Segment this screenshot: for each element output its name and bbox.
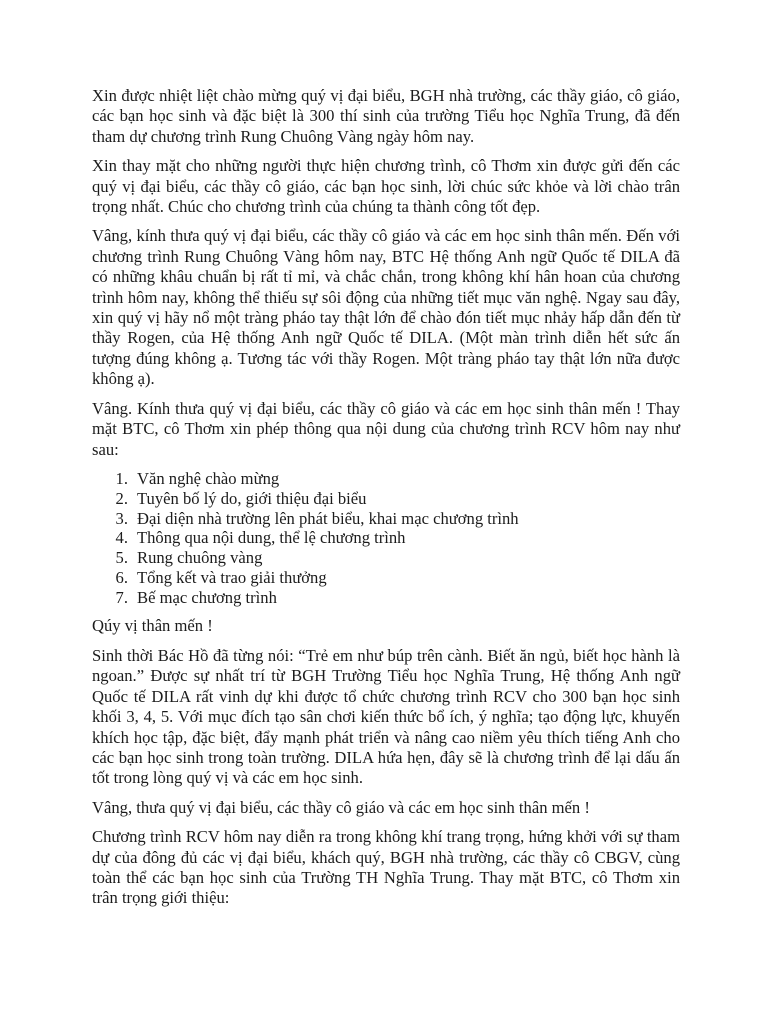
agenda-item bbox=[92, 489, 680, 509]
agenda-item-text: Đại diện nhà trường lên phát biểu, khai mạc chương trình bbox=[137, 508, 519, 528]
agenda-item bbox=[92, 469, 680, 489]
agenda-item bbox=[92, 528, 680, 548]
agenda-item-number: 1. bbox=[115, 468, 128, 488]
agenda-item-number: 6. bbox=[115, 567, 128, 587]
paragraph-greeting: Xin thay mặt cho những người thực hiện chương trình, cô Thơm xin được gửi đến các quý vị đại biểu, các thầy cô giáo, các bạn học sinh, lời chúc sức khỏe và lời chào trân trọng nhất. Chúc cho chương trình của chúng ta thành công tốt đẹp. bbox=[92, 156, 680, 217]
paragraph-introduction: Chương trình RCV hôm nay diễn ra trong không khí trang trọng, hứng khởi với sự tham dự của đông đủ các vị đại biểu, khách quý, BGH nhà trường, các thầy cô CBGV, cùng toàn thể các bạn học sinh của Trường TH Nghĩa Trung. Thay mặt BTC, cô Thơm xin trân trọng giới thiệu: bbox=[92, 827, 680, 908]
agenda-item-number: 3. bbox=[115, 508, 128, 528]
agenda-item-text: Bế mạc chương trình bbox=[137, 587, 277, 607]
agenda-item-text: Văn nghệ chào mừng bbox=[137, 468, 280, 488]
agenda-item-number: 2. bbox=[115, 488, 128, 508]
paragraph-quote: Sinh thời Bác Hồ đã từng nói: “Trẻ em như búp trên cành. Biết ăn ngủ, biết học hành là ngoan.” Được sự nhất trí từ BGH Trường Tiểu học Nghĩa Trung, Hệ thống Anh ngữ Quốc tế DILA rất vinh dự khi được tổ chức chương trình RCV cho 300 bạn học sinh khối 3, 4, 5. Với mục đích tạo sân chơi kiến thức bổ ích, ý nghĩa; tạo động lực, khuyến khích học tập, đặc biệt, đẩy mạnh phát triển và nâng cao niềm yêu thích tiếng Anh cho các bạn học sinh trong toàn trường. DILA hứa hẹn, đây sẽ là chương trình để lại dấu ấn tốt trong lòng quý vị và các em học sinh. bbox=[92, 645, 680, 788]
document-page bbox=[92, 86, 680, 918]
agenda-item-number: 4. bbox=[115, 528, 128, 548]
agenda-list bbox=[92, 469, 680, 608]
agenda-item bbox=[92, 568, 680, 588]
agenda-item-number: 7. bbox=[115, 587, 128, 607]
agenda-item-number: 5. bbox=[115, 548, 128, 568]
agenda-item bbox=[92, 548, 680, 568]
paragraph-address: Vâng, thưa quý vị đại biểu, các thầy cô giáo và các em học sinh thân mến ! bbox=[92, 797, 590, 817]
paragraph-agenda-intro: Vâng. Kính thưa quý vị đại biểu, các thầy cô giáo và các em học sinh thân mến ! Thay mặt BTC, cô Thơm xin phép thông qua nội dung của chương trình RCV hôm nay như sau: bbox=[92, 398, 680, 459]
paragraph-performance-intro: Vâng, kính thưa quý vị đại biểu, các thầy cô giáo và các em học sinh thân mến. Đến với chương trình Rung Chuông Vàng hôm nay, BTC Hệ thống Anh ngữ Quốc tế DILA đã có những khâu chuẩn bị rất tỉ mỉ, và chắc chắn, trong không khí hân hoan của chương trình hôm nay, không thể thiếu sự sôi động của những tiết mục văn nghệ. Ngay sau đây, xin quý vị hãy nổ một tràng pháo tay thật lớn để chào đón tiết mục nhảy hấp dẫn đến từ thầy Rogen, của Hệ thống Anh ngữ Quốc tế DILA. (Một màn trình diễn hết sức ấn tượng đúng không ạ. Tương tác với thầy Rogen. Một tràng pháo tay thật lớn nữa được không ạ). bbox=[92, 226, 680, 389]
paragraph-salutation: Qúy vị thân mến ! bbox=[92, 616, 213, 636]
paragraph-welcome: Xin được nhiệt liệt chào mừng quý vị đại biểu, BGH nhà trường, các thầy giáo, cô giáo, các bạn học sinh và đặc biệt là 300 thí sinh của trường Tiểu học Nghĩa Trung, đã đến tham dự chương trình Rung Chuông Vàng ngày hôm nay. bbox=[92, 86, 680, 146]
agenda-item bbox=[92, 588, 680, 608]
agenda-item bbox=[92, 509, 680, 529]
agenda-item-text: Tuyên bố lý do, giới thiệu đại biểu bbox=[137, 488, 367, 508]
agenda-item-text: Tổng kết và trao giải thưởng bbox=[137, 567, 327, 587]
agenda-item-text: Thông qua nội dung, thể lệ chương trình bbox=[137, 528, 406, 548]
agenda-item-text: Rung chuông vàng bbox=[137, 548, 263, 568]
